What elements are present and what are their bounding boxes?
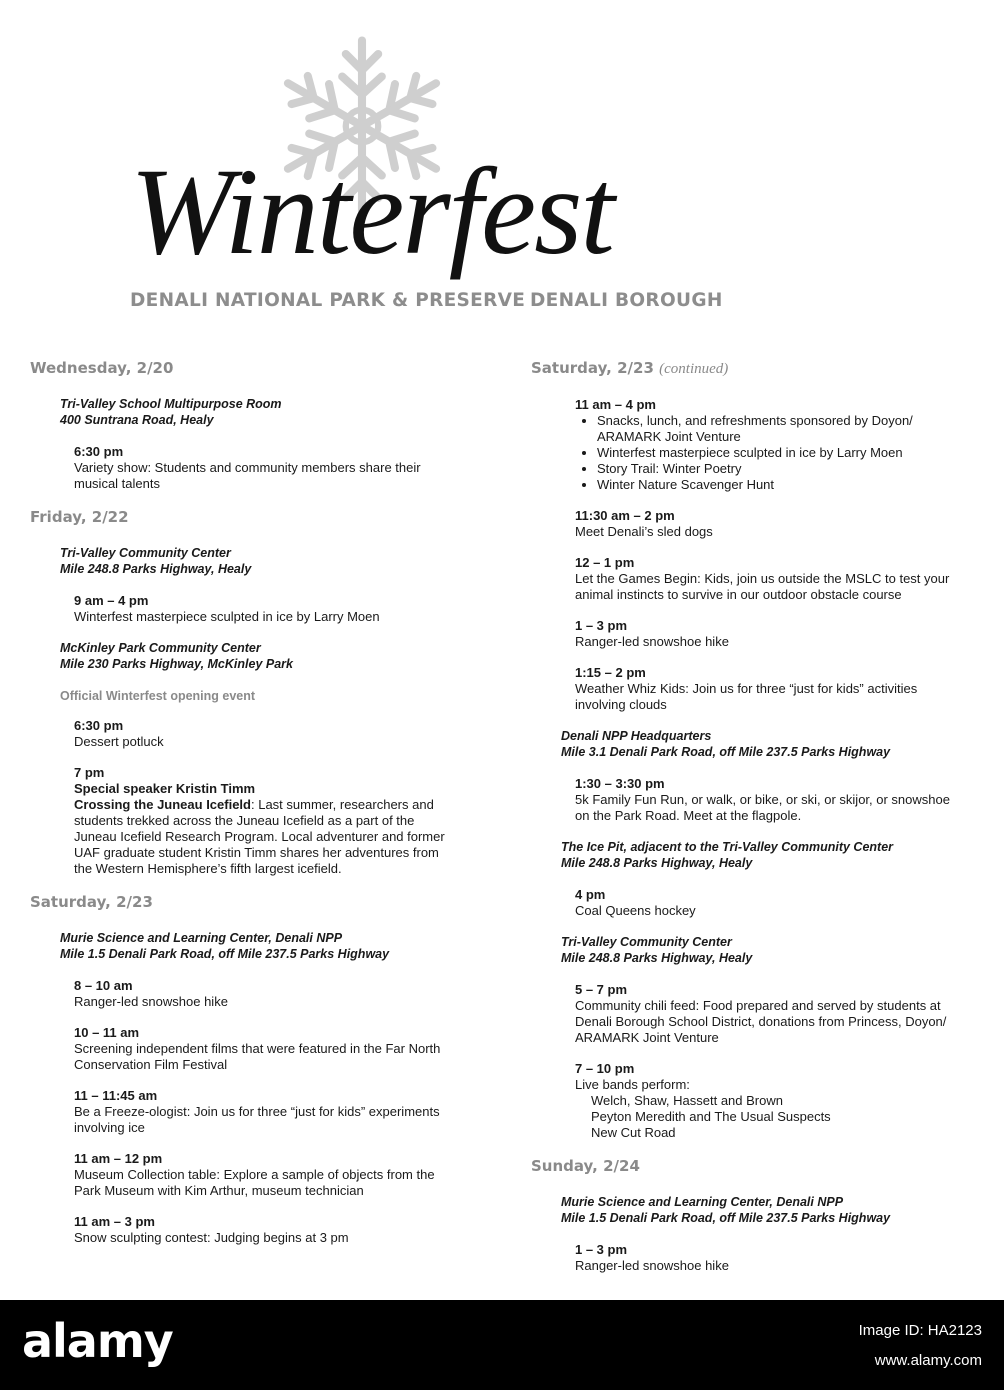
event-time: 11 – 11:45 am <box>74 1088 158 1103</box>
event-freeze-ologist <box>74 1088 480 1136</box>
event-time: 7 – 10 pm <box>575 1061 635 1076</box>
event-description: Screening independent films that were featured in the Far North <box>74 1041 441 1056</box>
event-description: Park Museum with Kim Arthur, museum technician <box>74 1183 364 1198</box>
event-time: 12 – 1 pm <box>575 555 635 570</box>
venue-murie-science-center <box>561 1194 981 1226</box>
event-description: 5k Family Fun Run, or walk, or bike, or ski, or skijor, or snowshoe <box>575 792 950 807</box>
venue-address: Mile 230 Parks Highway, McKinley Park <box>60 657 293 671</box>
event-time: 11 am – 12 pm <box>74 1151 163 1166</box>
event-description: Weather Whiz Kids: Join us for three “just for kids” activities <box>575 681 918 696</box>
event-snow-sculpting <box>74 1214 480 1246</box>
event-description: Winterfest masterpiece sculpted in ice by Larry Moen <box>74 609 380 624</box>
day-heading-wednesday: Wednesday, 2/20 <box>30 359 174 377</box>
activity-list <box>575 413 981 493</box>
event-description: Conservation Film Festival <box>74 1057 228 1072</box>
band-name: Peyton Meredith and The Usual Suspects <box>591 1109 831 1124</box>
event-description: ARAMARK Joint Venture <box>575 1030 719 1045</box>
event-time: 5 – 7 pm <box>575 982 628 997</box>
event-description: Let the Games Begin: Kids, join us outside the MSLC to test your <box>575 571 950 586</box>
event-description: involving clouds <box>575 697 667 712</box>
event-film-screening <box>74 1025 480 1073</box>
event-description: Ranger-led snowshoe hike <box>74 994 228 1009</box>
venue-name: Murie Science and Learning Center, Denali NPP <box>561 1195 844 1209</box>
event-description: on the Park Road. Meet at the flagpole. <box>575 808 802 823</box>
venue-murie-science-center <box>60 930 480 962</box>
venue-tri-valley-community-center <box>60 545 480 577</box>
event-sled-dogs <box>575 508 981 540</box>
event-description: Snow sculpting contest: Judging begins at 3 pm <box>74 1230 349 1245</box>
event-description: Community chili feed: Food prepared and served by students at <box>575 998 941 1013</box>
continued-label: (continued) <box>659 361 729 377</box>
event-description: the Western Hemisphere’s fifth largest icefield. <box>74 861 342 876</box>
venue-tri-valley-community-center <box>561 934 981 966</box>
image-id-label: Image ID: HA2123 <box>858 1322 982 1339</box>
speaker-name: Special speaker Kristin Timm <box>74 781 256 796</box>
event-header <box>0 0 1004 340</box>
event-museum-collection <box>74 1151 480 1199</box>
event-time: 1 – 3 pm <box>575 1242 628 1257</box>
logo-subtitle-borough: DENALI BOROUGH <box>530 290 723 311</box>
opening-event-note: Official Winterfest opening event <box>60 689 256 703</box>
event-description: involving ice <box>74 1120 145 1135</box>
event-time: 4 pm <box>575 887 606 902</box>
event-time: 7 pm <box>74 765 105 780</box>
event-description: Ranger-led snowshoe hike <box>575 634 729 649</box>
event-time: 8 – 10 am <box>74 978 133 993</box>
venue-ice-pit <box>561 839 981 871</box>
event-description: students trekked across the Juneau Icefield as a part of the <box>74 813 415 828</box>
event-description: Live bands perform: <box>575 1077 690 1092</box>
event-description: : Last summer, researchers and <box>251 797 434 812</box>
event-description: animal instincts to survive in our outdoor obstacle course <box>575 587 902 602</box>
schedule-right-column <box>531 358 981 1289</box>
list-item: • Snacks, lunch, and refreshments sponsored by Doyon/ ARAMARK Joint Venture <box>597 413 981 445</box>
winterfest-logo-title: Winterfest <box>130 143 613 280</box>
event-description: UAF graduate student Kristin Timm shares her adventures from <box>74 845 439 860</box>
venue-address: Mile 1.5 Denali Park Road, off Mile 237.5 Parks Highway <box>60 947 390 961</box>
event-games-begin <box>575 555 981 603</box>
logo-subtitle-park: DENALI NATIONAL PARK & PRESERVE <box>130 290 526 311</box>
event-time: 1:15 – 2 pm <box>575 665 646 680</box>
event-chili-feed <box>575 982 981 1046</box>
venue-name: Tri-Valley Community Center <box>561 935 732 949</box>
event-time: 6:30 pm <box>74 444 124 459</box>
list-item: • Winterfest masterpiece sculpted in ice by Larry Moen <box>597 445 981 461</box>
venue-denali-headquarters <box>561 728 981 760</box>
event-time: 9 am – 4 pm <box>74 593 149 608</box>
event-ice-sculpture <box>74 593 480 625</box>
event-description: Museum Collection table: Explore a sample of objects from the <box>74 1167 435 1182</box>
venue-name: Murie Science and Learning Center, Denali NPP <box>60 931 343 945</box>
event-description: Ranger-led snowshoe hike <box>575 1258 729 1273</box>
event-sunday-snowshoe-hike <box>575 1242 981 1274</box>
day-heading-saturday: Saturday, 2/23 <box>30 893 153 911</box>
venue-address: Mile 248.8 Parks Highway, Healy <box>60 562 252 576</box>
venue-name: Tri-Valley School Multipurpose Room <box>60 397 282 411</box>
list-item: • Winter Nature Scavenger Hunt <box>597 477 981 493</box>
event-description: Juneau Icefield Research Program. Local adventurer and former <box>74 829 445 844</box>
alamy-logo: alamy <box>22 1314 173 1368</box>
event-all-day-activities <box>575 397 981 493</box>
venue-name: Tri-Valley Community Center <box>60 546 231 560</box>
event-time: 11:30 am – 2 pm <box>575 508 675 523</box>
venue-name: McKinley Park Community Center <box>60 641 261 655</box>
venue-name: Denali NPP Headquarters <box>561 729 712 743</box>
stock-watermark-banner <box>0 1300 1004 1390</box>
event-description: Denali Borough School District, donations from Princess, Doyon/ <box>575 1014 947 1029</box>
venue-name: The Ice Pit, adjacent to the Tri-Valley Community Center <box>561 840 894 854</box>
event-snowshoe-hike <box>74 978 480 1010</box>
venue-mckinley-park <box>60 640 480 672</box>
venue-address: Mile 3.1 Denali Park Road, off Mile 237.5 Parks Highway <box>561 745 891 759</box>
band-name: New Cut Road <box>591 1125 676 1140</box>
event-time: 6:30 pm <box>74 718 124 733</box>
talk-title: Crossing the Juneau Icefield <box>74 797 251 812</box>
event-description: Coal Queens hockey <box>575 903 696 918</box>
event-special-speaker <box>74 765 480 877</box>
event-description: Variety show: Students and community members share their <box>74 460 421 475</box>
venue-address: 400 Suntrana Road, Healy <box>60 413 214 427</box>
event-weather-whiz-kids <box>575 665 981 713</box>
site-url-label: www.alamy.com <box>874 1352 982 1369</box>
event-description: Dessert potluck <box>74 734 164 749</box>
event-description: musical talents <box>74 476 160 491</box>
event-time: 10 – 11 am <box>74 1025 140 1040</box>
venue-address: Mile 248.8 Parks Highway, Healy <box>561 856 753 870</box>
event-time: 11 am – 3 pm <box>74 1214 155 1229</box>
schedule-left-column <box>30 358 480 1261</box>
venue-address: Mile 1.5 Denali Park Road, off Mile 237.5 Parks Highway <box>561 1211 891 1225</box>
event-description: Meet Denali’s sled dogs <box>575 524 713 539</box>
day-heading-saturday-continued <box>531 358 981 379</box>
venue-tri-valley-school <box>60 396 480 428</box>
event-time: 1:30 – 3:30 pm <box>575 776 665 791</box>
day-label: Saturday, 2/23 <box>531 359 654 377</box>
event-snowshoe-hike-afternoon <box>575 618 981 650</box>
band-name: Welch, Shaw, Hassett and Brown <box>591 1093 783 1108</box>
event-dessert-potluck <box>74 718 480 750</box>
event-description: Be a Freeze-ologist: Join us for three “just for kids” experiments <box>74 1104 440 1119</box>
event-variety-show <box>74 444 480 492</box>
day-heading-friday: Friday, 2/22 <box>30 508 129 526</box>
list-item: • Story Trail: Winter Poetry <box>597 461 981 477</box>
venue-address: Mile 248.8 Parks Highway, Healy <box>561 951 753 965</box>
event-time: 1 – 3 pm <box>575 618 628 633</box>
event-time: 11 am – 4 pm <box>575 397 656 412</box>
event-live-bands <box>575 1061 981 1141</box>
event-hockey <box>575 887 981 919</box>
day-heading-sunday: Sunday, 2/24 <box>531 1157 640 1175</box>
event-fun-run <box>575 776 981 824</box>
